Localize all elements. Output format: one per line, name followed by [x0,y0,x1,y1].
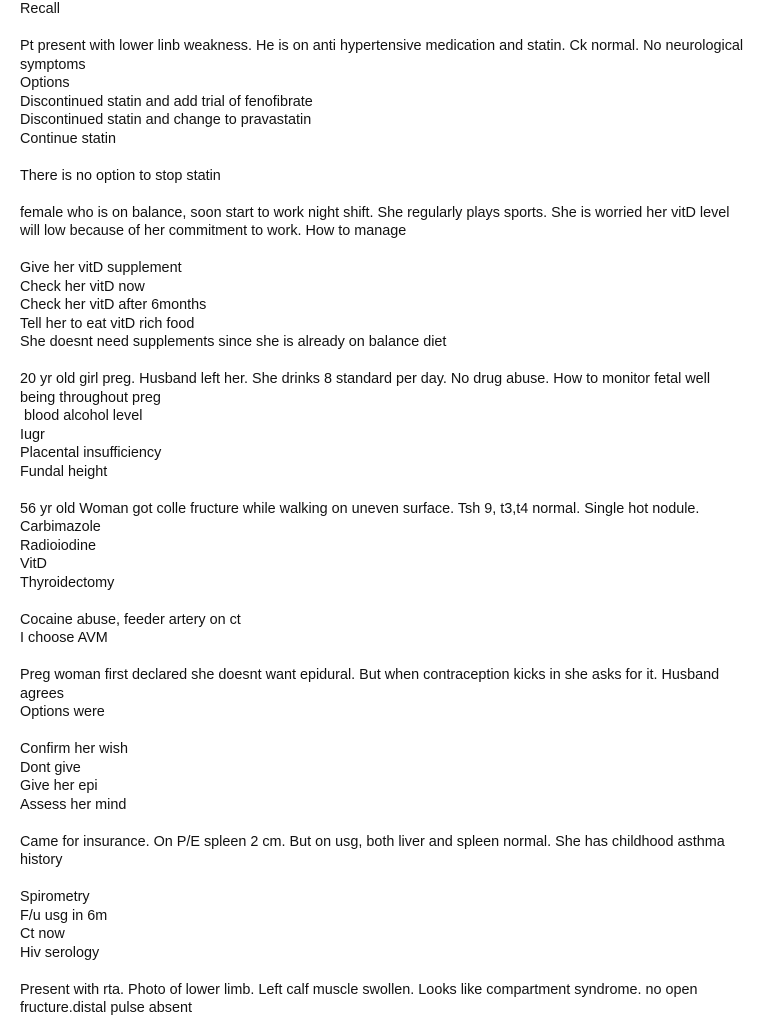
blank-line [20,481,748,500]
note-document [20,0,748,1018]
text-line: 20 yr old girl preg. Husband left her. She drinks 8 standard per day. No drug abuse. How to monitor fetal well being throughout preg [20,371,715,406]
text-line: Spirometry [20,889,90,905]
text-line: Tell her to eat vitD rich food [20,315,195,332]
blank-line [20,962,748,981]
blank-line [20,648,748,667]
blank-line [20,148,748,167]
text-line: Discontinued statin and change to pravastatin [20,112,312,128]
blank-line [20,352,748,371]
text-line: blood alcohol level [20,408,143,424]
text-line: Give her epi [20,778,98,794]
blank-line [20,185,748,204]
text-line: Radioiodine [20,537,97,554]
text-line: Discontinued statin and add trial of fenofibrate [20,93,313,110]
text-line: Cocaine abuse, feeder artery on ct [20,611,241,628]
text-line: I choose AVM [20,630,108,646]
text-line: Thyroidectomy [20,574,115,591]
text-line: Assess her mind [20,796,127,813]
text-line: Check her vitD after 6months [20,297,207,313]
text-line: Placental insufficiency [20,445,162,461]
text-line: Iugr [20,426,45,443]
blank-line [20,19,748,38]
text-line: Came for insurance. On P/E spleen 2 cm. But on usg, both liver and spleen normal. She has childhood asthma history [20,833,729,868]
text-line: Preg woman first declared she doesnt want epidural. But when contraception kicks in she asks for it. Husband agrees [20,667,724,702]
text-line: F/u usg in 6m [20,907,108,924]
text-line: Pt present with lower linb weakness. He is on anti hypertensive medication and statin. Ck normal. No neurological symptoms [20,38,748,73]
blank-line [20,722,748,741]
text-line: She doesnt need supplements since she is already on balance diet [20,334,447,350]
text-line: VitD [20,556,47,572]
text-line: Continue statin [20,130,116,147]
blank-line [20,870,748,889]
text-line: Fundal height [20,463,108,480]
text-line: Recall [20,1,60,17]
blank-line [20,592,748,611]
text-line: Confirm her wish [20,741,128,757]
text-line: Check her vitD now [20,278,145,295]
text-line: Give her vitD supplement [20,260,182,276]
text-line: female who is on balance, soon start to work night shift. She regularly plays sports. She is worried her vitD level will low because of her commitment to work. How to manage [20,204,734,239]
text-line: Dont give [20,759,81,776]
text-line: Present with rta. Photo of lower limb. Left calf muscle swollen. Looks like compartment syndrome. no open fructure.distal pulse absent [20,981,702,1016]
text-line: Options were [20,704,105,720]
text-line: Options [20,75,70,91]
text-line: Carbimazole [20,519,101,535]
blank-line [20,241,748,260]
text-line: 56 yr old Woman got colle fructure while walking on uneven surface. Tsh 9, t3,t4 normal. Single hot nodule. [20,500,700,517]
text-line: There is no option to stop statin [20,167,221,184]
text-line: Ct now [20,926,65,942]
text-line: Hiv serology [20,944,100,961]
blank-line [20,814,748,833]
